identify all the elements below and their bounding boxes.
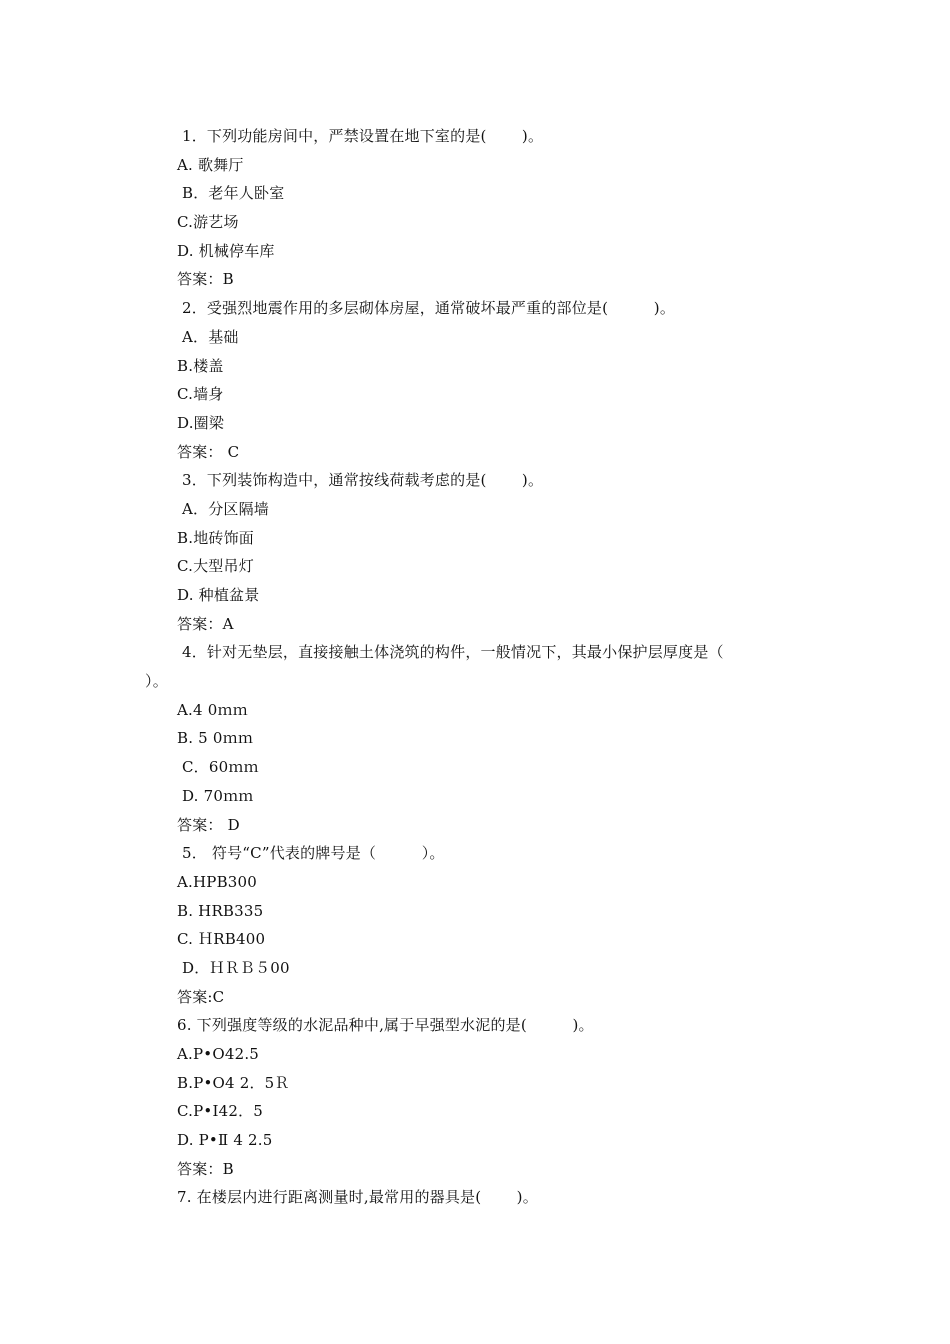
option-line: D. P•Ⅱ 4 2.5 xyxy=(177,1131,273,1150)
option-line: B.楼盖 xyxy=(177,356,224,375)
option-line: B. HRB335 xyxy=(177,901,264,920)
question-1-stem: 1．下列功能房间中，严禁设置在地下室的是( )。 xyxy=(177,127,544,145)
option-line: C.游艺场 xyxy=(177,213,239,232)
option-line: A．分区隔墙 xyxy=(177,499,270,518)
option-line: C.大型吊灯 xyxy=(177,557,254,576)
question-6-stem: 6. 下列强度等级的水泥品种中,属于早强型水泥的是( )。 xyxy=(177,1016,594,1035)
answer-line: 答案：B xyxy=(177,1159,234,1178)
option-line: A.HPB300 xyxy=(177,872,258,891)
question-4-stem: 4．针对无垫层，直接接触土体浇筑的构件，一般情况下，其最小保护层厚度是（ xyxy=(177,643,724,662)
option-line: D.圈梁 xyxy=(177,413,225,432)
option-line: C. ＨRB400 xyxy=(177,930,266,949)
option-line: A.P•O42.5 xyxy=(177,1045,260,1063)
question-2-stem: 2．受强烈地震作用的多层砌体房屋，通常破坏最严重的部位是( )。 xyxy=(177,299,676,318)
option-line: B.P•O4 2．5Ｒ xyxy=(177,1073,290,1092)
option-line: D. 机械停车库 xyxy=(177,241,275,260)
option-line: D. 种植盆景 xyxy=(177,586,260,604)
answer-line: 答案：B xyxy=(177,270,234,289)
option-line: D. 70ｍｍ xyxy=(177,786,254,805)
option-line: A. 歌舞厅 xyxy=(177,155,244,174)
question-4-stem-continued: ）。 xyxy=(145,672,168,691)
question-3-stem: 3．下列装饰构造中，通常按线荷载考虑的是( )。 xyxy=(177,471,544,490)
question-list xyxy=(0,122,950,1212)
answer-line: 答案： C xyxy=(177,442,240,461)
option-line: C.P•I42．5 xyxy=(177,1102,264,1121)
option-line: C.墙身 xyxy=(177,385,224,404)
answer-line: 答案： D xyxy=(177,815,240,834)
option-line: A．基础 xyxy=(177,327,239,346)
option-line: B．老年人卧室 xyxy=(177,184,285,203)
question-5-stem: 5． 符号“C”代表的牌号是（ ）。 xyxy=(177,844,445,863)
option-line: D．ＨＲＢ５00 xyxy=(177,958,290,977)
option-line: B. 5 0ｍｍ xyxy=(177,729,254,748)
option-line: A.4 0ｍｍ xyxy=(177,700,248,719)
answer-line: 答案：A xyxy=(177,614,234,633)
answer-line: 答案:C xyxy=(177,987,225,1006)
option-line: B.地砖饰面 xyxy=(177,528,254,547)
option-line: C．60ｍｍ xyxy=(177,758,259,777)
question-7-stem: 7. 在楼层内进行距离测量时,最常用的器具是( )。 xyxy=(177,1188,538,1207)
